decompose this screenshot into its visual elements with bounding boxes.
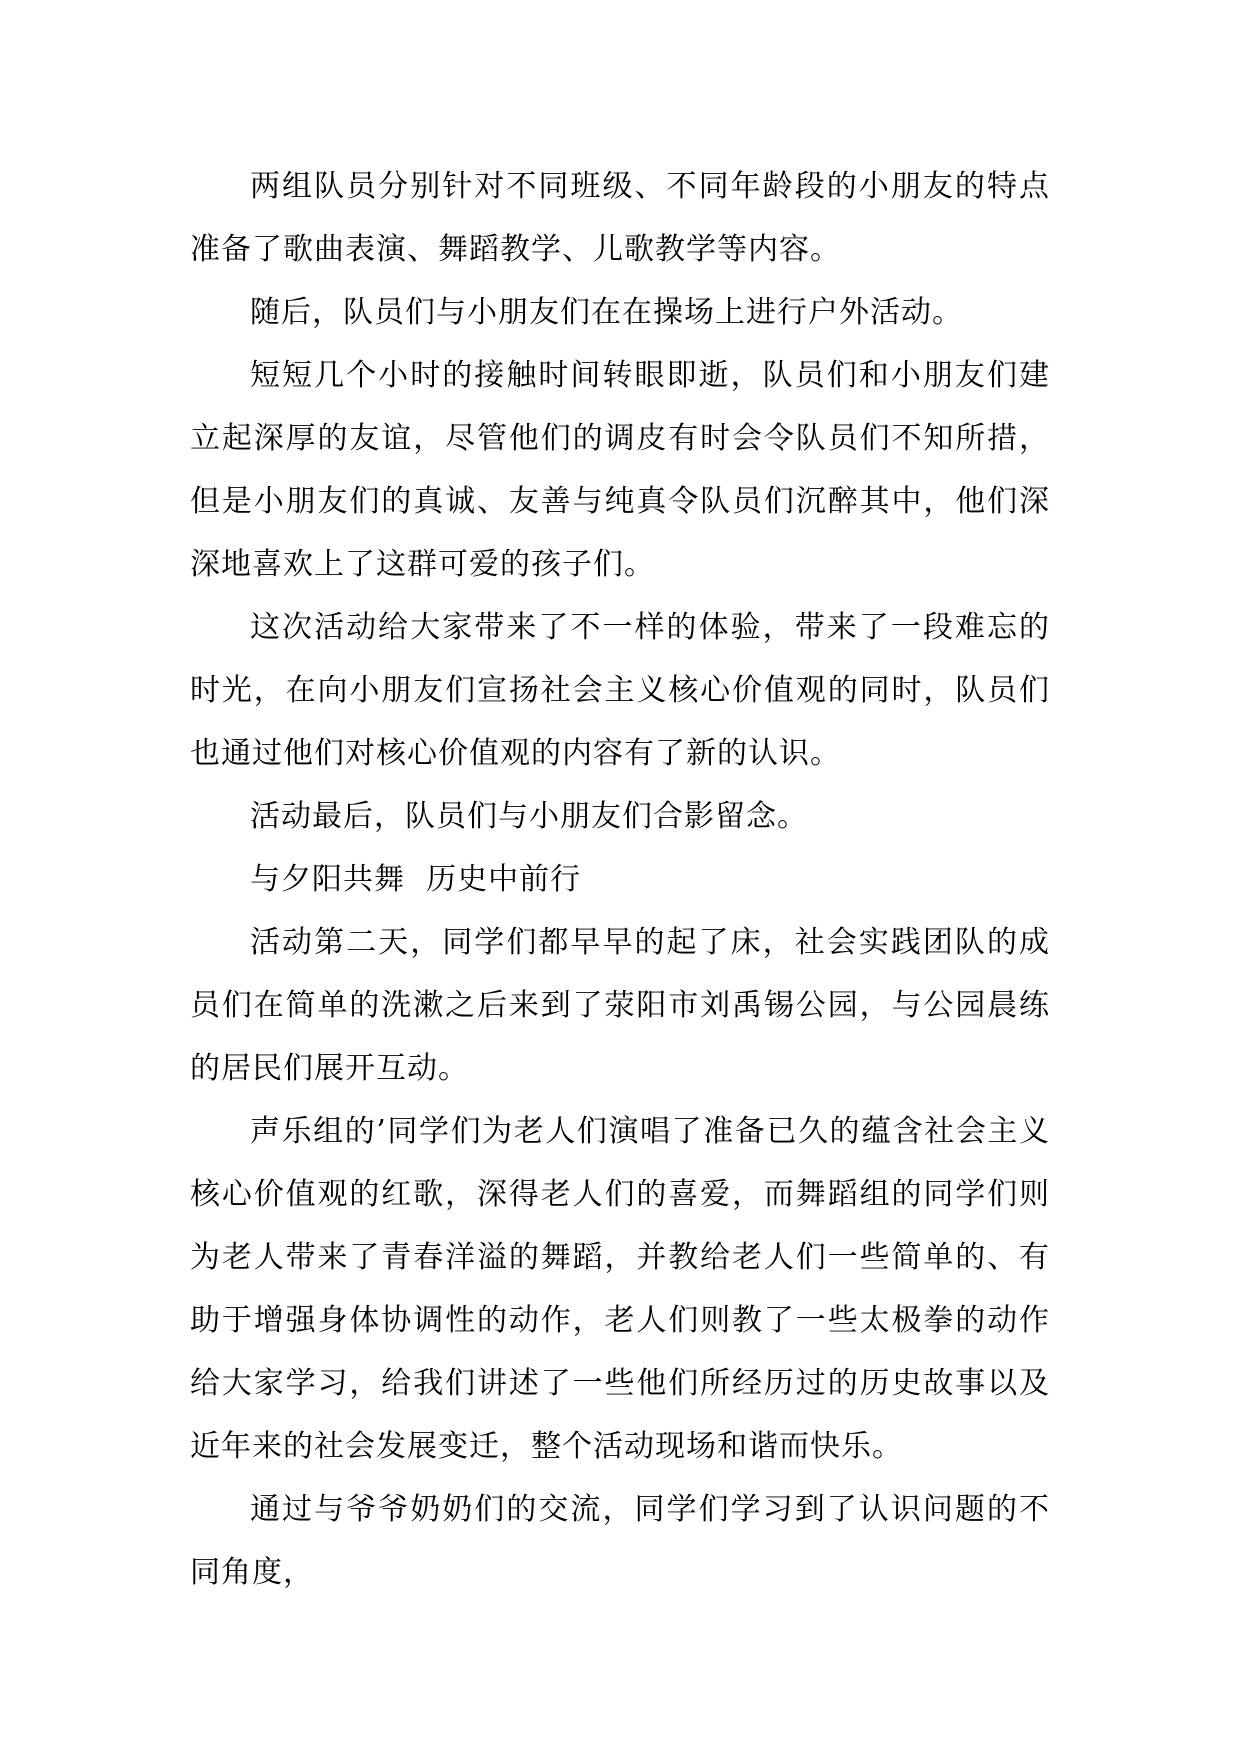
- section-heading: 与夕阳共舞 历史中前行: [250, 862, 582, 897]
- paragraph: 活动最后，队员们与小朋友们合影留念。: [250, 799, 808, 834]
- paragraph: 通过与爷爷奶奶们的交流，同学们学习到了认识问题的不同角度，: [190, 1492, 1050, 1590]
- paragraph: 短短几个小时的接触时间转眼即逝，队员们和小朋友们建立起深厚的友谊，尽管他们的调皮有时会令队员们不知所措，但是小朋友们的真诚、友善与纯真令队员们沉醉其中，他们深深地喜欢上了这群可爱的孩子们。: [190, 358, 1050, 582]
- paragraph: 两组队员分别针对不同班级、不同年龄段的小朋友的特点准备了歌曲表演、舞蹈教学、儿歌教学等内容。: [190, 169, 1050, 267]
- document-body: [190, 155, 1050, 1604]
- paragraph: 声乐组的’同学们为老人们演唱了准备已久的蕴含社会主义核心价值观的红歌，深得老人们的喜爱，而舞蹈组的同学们则为老人带来了青春洋溢的舞蹈，并教给老人们一些简单的、有助于增强身体协调性的动作，老人们则教了一些太极拳的动作给大家学习，给我们讲述了一些他们所经历过的历史故事以及近年来的社会发展变迁，整个活动现场和谐而快乐。: [190, 1114, 1050, 1464]
- paragraph: 活动第二天，同学们都早早的起了床，社会实践团队的成员们在简单的洗漱之后来到了荥阳市刘禹锡公园，与公园晨练的居民们展开互动。: [190, 925, 1050, 1086]
- paragraph: 随后，队员们与小朋友们在在操场上进行户外活动。: [250, 295, 963, 330]
- paragraph: 这次活动给大家带来了不一样的体验，带来了一段难忘的时光，在向小朋友们宣扬社会主义核心价值观的同时，队员们也通过他们对核心价值观的内容有了新的认识。: [190, 610, 1050, 771]
